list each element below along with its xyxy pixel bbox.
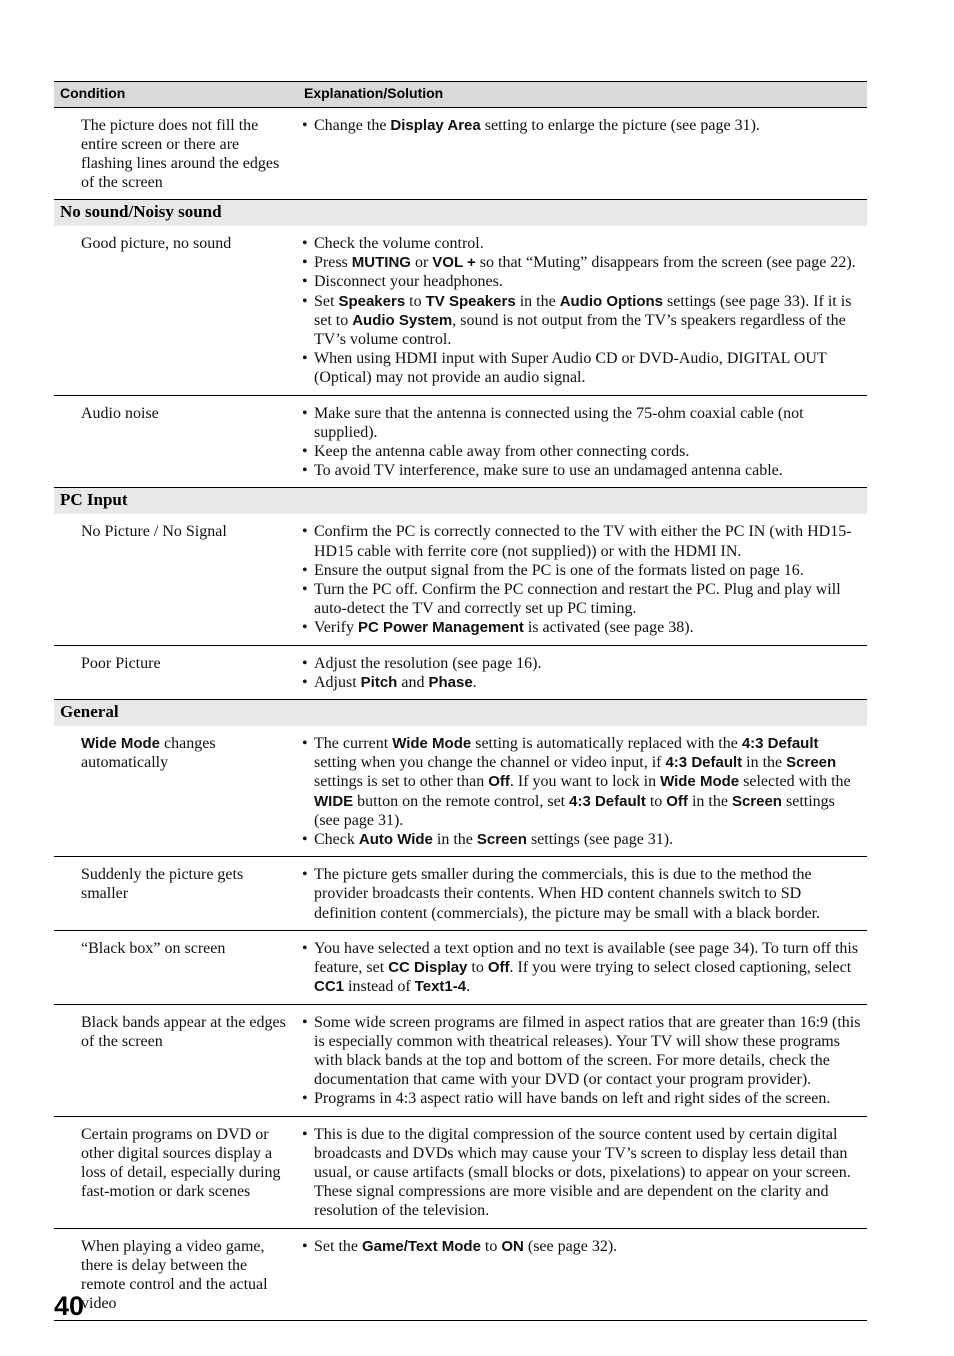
solution-item: • Check the volume control. bbox=[302, 234, 863, 253]
solution-item: • Turn the PC off. Confirm the PC connection and restart the PC. Plug and play will auto-detect the TV and correctly set up PC timing. bbox=[302, 580, 863, 618]
solution-cell bbox=[298, 226, 867, 395]
solution-item: • Adjust the resolution (see page 16). bbox=[302, 654, 863, 673]
solution-item: • Some wide screen programs are filmed in aspect ratios that are greater than 16:9 (this is especially common with theatrical releases). Your TV will show these programs with black bands at the top and bottom of the screen. For more details, check the documentation that came with your DVD (or contact your program provider). bbox=[302, 1013, 863, 1090]
condition-cell: No Picture / No Signal bbox=[54, 514, 298, 645]
table-row bbox=[54, 108, 867, 200]
section-title: No sound/Noisy sound bbox=[54, 200, 867, 227]
solution-item: • The current Wide Mode setting is automatically replaced with the 4:3 Default setting when you change the channel or video input, if 4:3 Default in the Screen settings is set to other than Off. If you want to lock in Wide Mode selected with the WIDE button on the remote control, set 4:3 Default to Off in the Screen settings (see page 31). bbox=[302, 734, 863, 830]
condition-cell: Wide Mode changes automatically bbox=[54, 726, 298, 857]
solution-item: • Set Speakers to TV Speakers in the Audio Options settings (see page 33). If it is set to Audio System, sound is not output from the TV’s speakers regardless of the TV’s volume control. bbox=[302, 292, 863, 350]
solution-item: • Disconnect your headphones. bbox=[302, 272, 863, 291]
table-header-row bbox=[54, 82, 867, 108]
solution-cell bbox=[298, 930, 867, 1004]
solution-item: • To avoid TV interference, make sure to use an undamaged antenna cable. bbox=[302, 461, 863, 480]
section-row bbox=[54, 488, 867, 515]
solution-cell bbox=[298, 645, 867, 699]
troubleshooting-table bbox=[54, 81, 867, 1321]
condition-header: Condition bbox=[54, 82, 298, 108]
solution-item: • Ensure the output signal from the PC is one of the formats listed on page 16. bbox=[302, 561, 863, 580]
solution-cell bbox=[298, 1116, 867, 1228]
solution-item: • Change the Display Area setting to enlarge the picture (see page 31). bbox=[302, 116, 863, 135]
table-row bbox=[54, 1116, 867, 1228]
condition-cell: “Black box” on screen bbox=[54, 930, 298, 1004]
solution-item: • This is due to the digital compression of the source content used by certain digital broadcasts and DVDs which may cause your TV’s screen to display less detail than usual, or cause artifacts (small blocks or dots, pixelations) to appear on your screen. These signal compressions are more visible and are dependent on the clarity and resolution of the television. bbox=[302, 1125, 863, 1221]
condition-cell: Certain programs on DVD or other digital sources display a loss of detail, especially during fast-motion or dark scenes bbox=[54, 1116, 298, 1228]
table-row bbox=[54, 395, 867, 488]
table-row bbox=[54, 930, 867, 1004]
table-row bbox=[54, 1228, 867, 1320]
table-row bbox=[54, 514, 867, 645]
table-row bbox=[54, 857, 867, 931]
section-row bbox=[54, 700, 867, 727]
page-number: 40 bbox=[54, 1291, 85, 1321]
troubleshooting-page bbox=[54, 81, 867, 1321]
solution-cell bbox=[298, 514, 867, 645]
solution-item: • Keep the antenna cable away from other connecting cords. bbox=[302, 442, 863, 461]
solution-item: • Set the Game/Text Mode to ON (see page 32). bbox=[302, 1237, 863, 1256]
table-row bbox=[54, 1004, 867, 1116]
solution-cell bbox=[298, 1228, 867, 1320]
explanation-header: Explanation/Solution bbox=[298, 82, 867, 108]
solution-cell bbox=[298, 108, 867, 200]
table-row bbox=[54, 645, 867, 699]
solution-item: • Make sure that the antenna is connected using the 75-ohm coaxial cable (not supplied). bbox=[302, 404, 863, 442]
condition-cell: Good picture, no sound bbox=[54, 226, 298, 395]
table-row bbox=[54, 726, 867, 857]
condition-cell: The picture does not fill the entire screen or there are flashing lines around the edges of the screen bbox=[54, 108, 298, 200]
solution-item: • Verify PC Power Management is activated (see page 38). bbox=[302, 618, 863, 637]
table-row bbox=[54, 226, 867, 395]
solution-item: • You have selected a text option and no text is available (see page 34). To turn off this feature, set CC Display to Off. If you were trying to select closed captioning, select CC1 instead of Text1-4. bbox=[302, 939, 863, 997]
solution-cell bbox=[298, 726, 867, 857]
solution-cell bbox=[298, 395, 867, 488]
condition-cell: Audio noise bbox=[81, 404, 159, 422]
condition-cell: Poor Picture bbox=[81, 654, 161, 672]
solution-item: • Confirm the PC is correctly connected to the TV with either the PC IN (with HD15-HD15 cable with ferrite core (not supplied)) or with the HDMI IN. bbox=[302, 522, 863, 560]
solution-cell bbox=[298, 1004, 867, 1116]
section-title: General bbox=[54, 700, 867, 727]
solution-item: • Press MUTING or VOL + so that “Muting” disappears from the screen (see page 22). bbox=[302, 253, 863, 272]
solution-item: • Programs in 4:3 aspect ratio will have bands on left and right sides of the screen. bbox=[302, 1089, 863, 1108]
condition-cell: When playing a video game, there is delay between the remote control and the actual video bbox=[54, 1228, 298, 1320]
solution-item: • Adjust Pitch and Phase. bbox=[302, 673, 863, 692]
solution-item: • The picture gets smaller during the commercials, this is due to the method the provider broadcasts their contents. When HD content channels switch to SD definition content (commercials), the picture may be small with a black border. bbox=[302, 865, 863, 923]
condition-cell: Black bands appear at the edges of the screen bbox=[54, 1004, 298, 1116]
solution-item: • When using HDMI input with Super Audio CD or DVD-Audio, DIGITAL OUT (Optical) may not provide an audio signal. bbox=[302, 349, 863, 387]
section-row bbox=[54, 200, 867, 227]
condition-cell: Suddenly the picture gets smaller bbox=[54, 857, 298, 931]
section-title: PC Input bbox=[54, 488, 867, 515]
solution-item: • Check Auto Wide in the Screen settings (see page 31). bbox=[302, 830, 863, 849]
solution-cell bbox=[298, 857, 867, 931]
